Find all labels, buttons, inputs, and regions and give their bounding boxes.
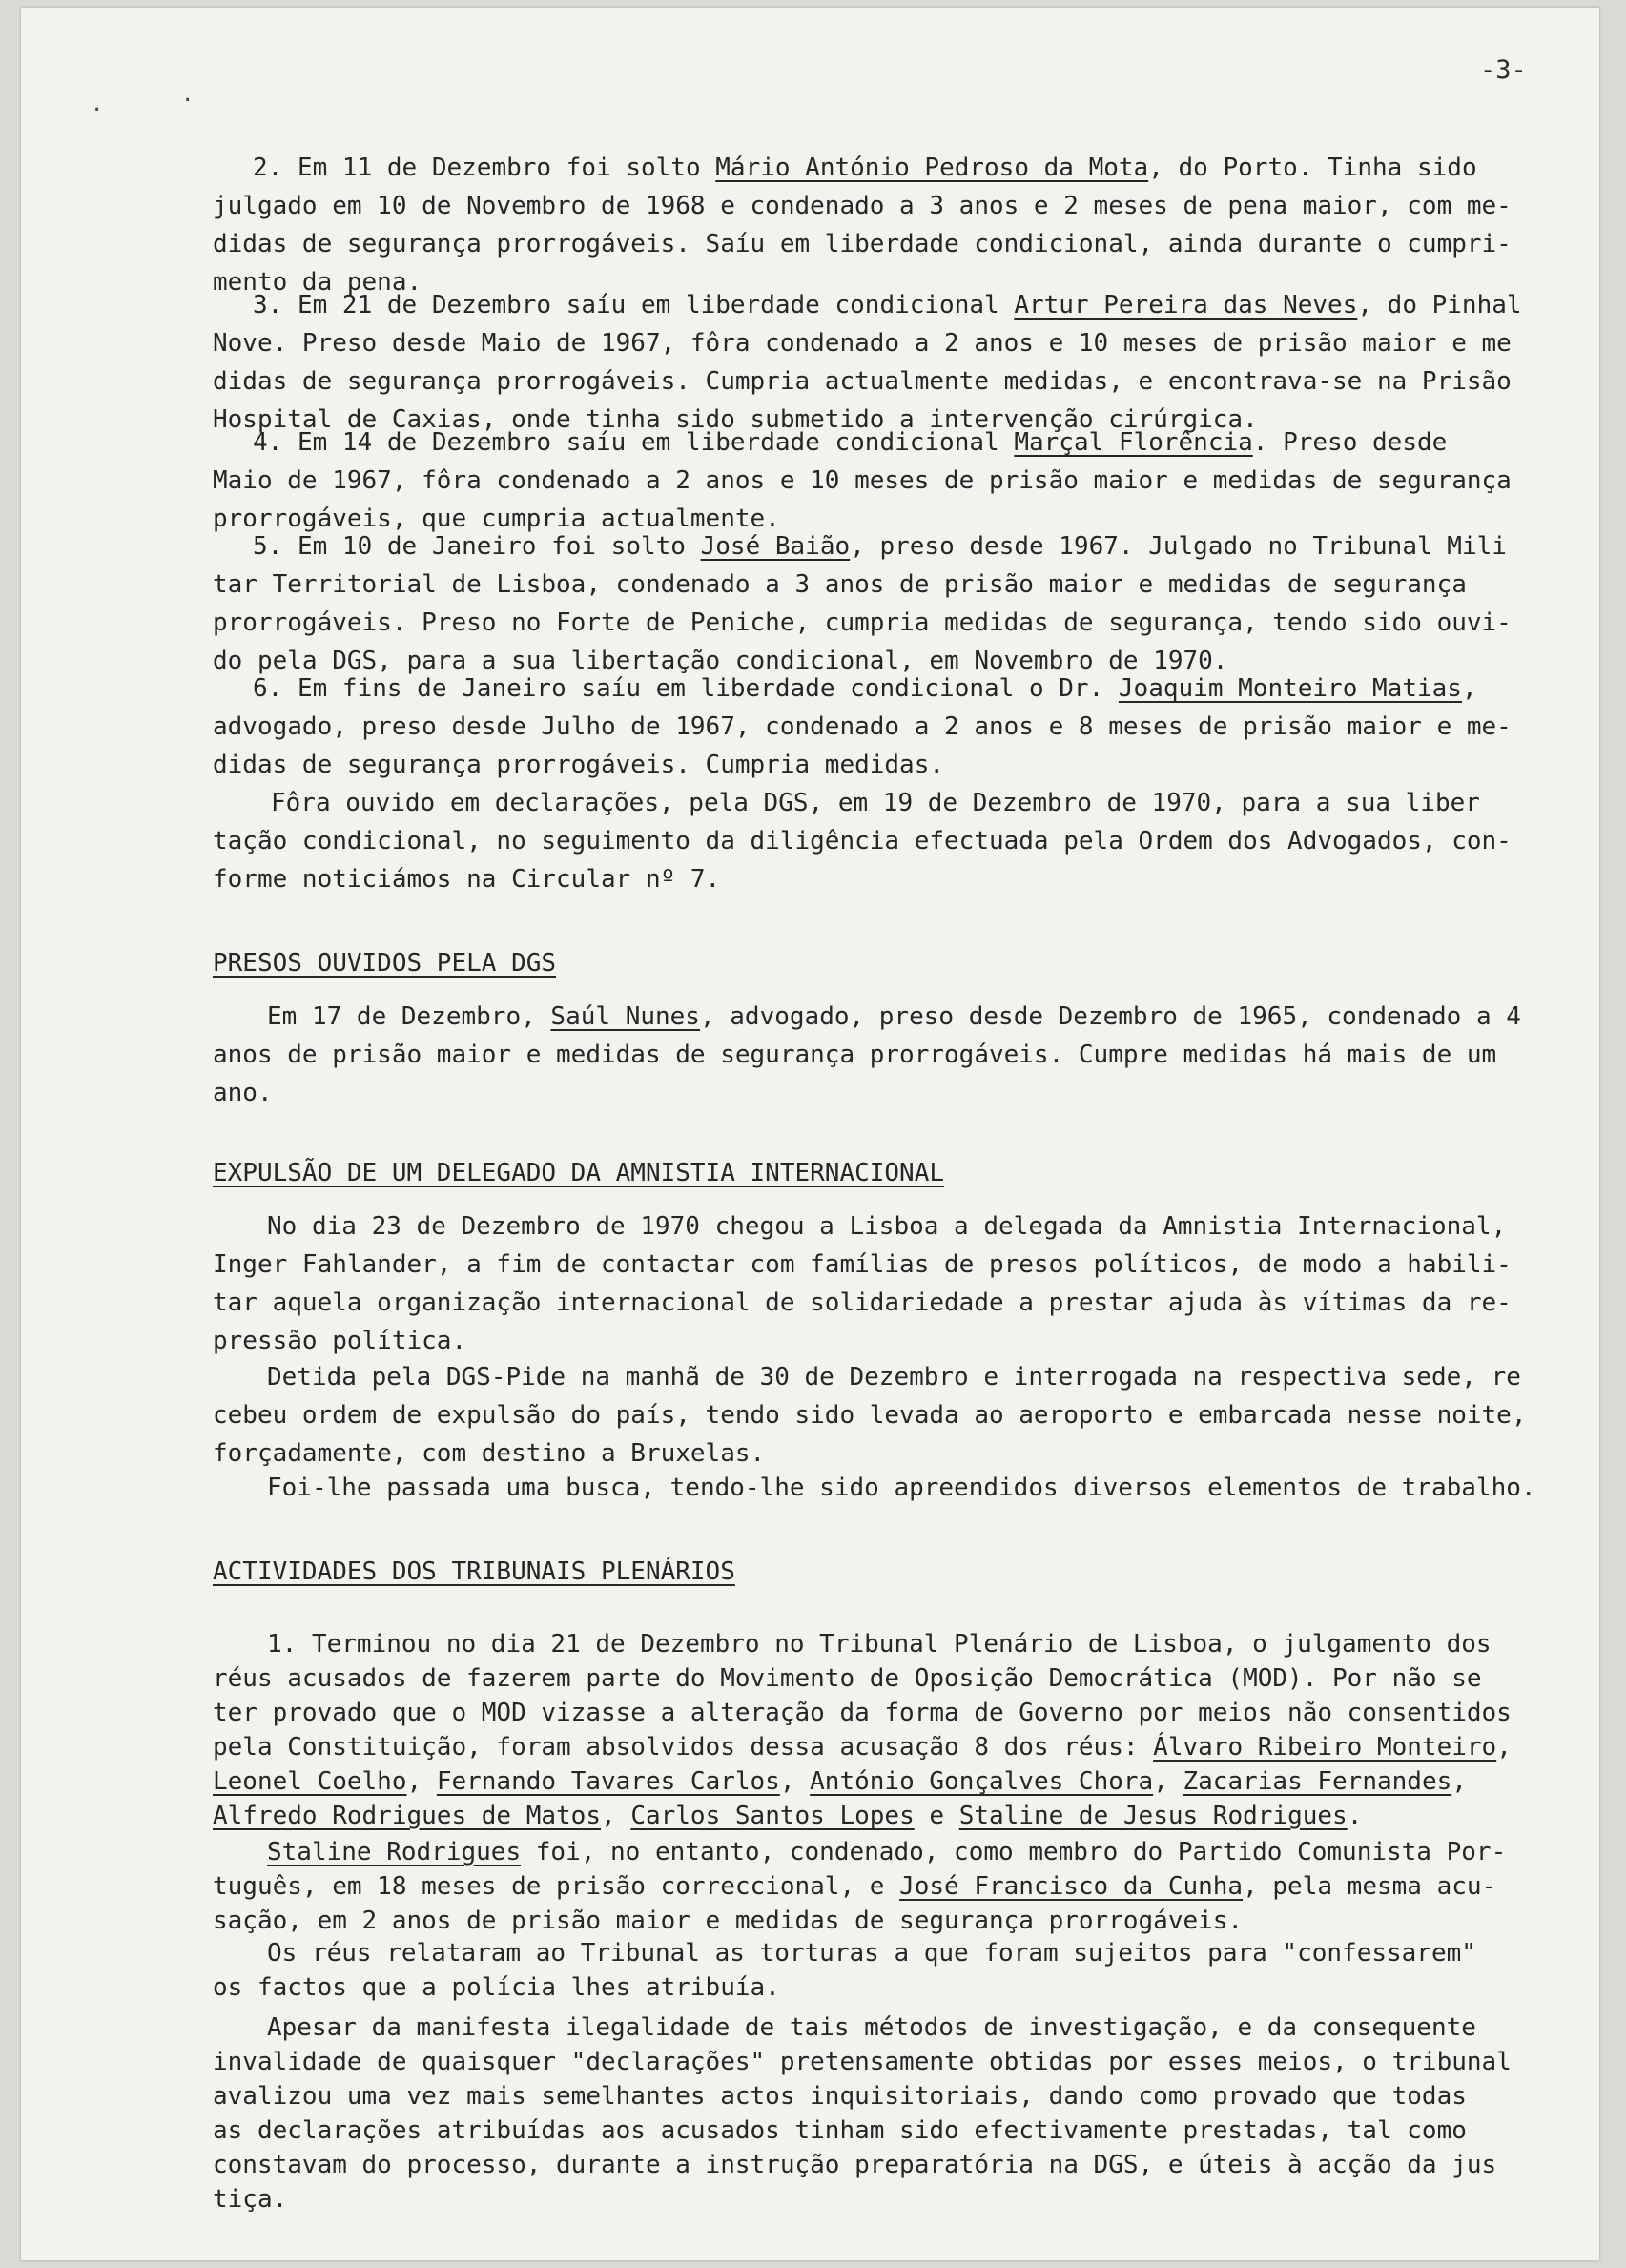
item-line bbox=[213, 604, 1512, 642]
text-run: sação, em 2 anos de prisão maior e medidas de segurança prorrogáveis. bbox=[213, 1907, 1244, 1935]
item-line bbox=[253, 670, 1477, 708]
text-run: , advogado, preso desde Dezembro de 1965, condenado a 4 bbox=[699, 1002, 1521, 1031]
text-run: . Preso desde bbox=[1252, 428, 1448, 457]
text-run: ano. bbox=[213, 1079, 273, 1107]
text-run: Nove. Preso desde Maio de 1967, fôra condenado a 2 anos e 10 meses de prisão maior e me bbox=[213, 329, 1512, 358]
text-run: réus acusados de fazerem parte do Movimento de Oposição Democrática (MOD). Por não se bbox=[213, 1664, 1482, 1693]
underlined-name: Fernando Tavares Carlos bbox=[436, 1767, 780, 1796]
text-run: No dia 23 de Dezembro de 1970 chegou a Lisboa a delegada da Amnistia Internacional, bbox=[267, 1212, 1507, 1241]
expulsao-line bbox=[267, 1358, 1521, 1396]
item-line bbox=[253, 527, 1507, 566]
underlined-name: Staline Rodrigues bbox=[267, 1838, 522, 1866]
text-run: Hospital de Caxias, onde tinha sido submetido a intervenção cirúrgica. bbox=[213, 405, 1258, 434]
underlined-name: Mário António Pedroso da Mota bbox=[715, 154, 1149, 182]
tribunais-line bbox=[267, 1833, 1506, 1871]
expulsao-line bbox=[213, 1396, 1527, 1434]
text-run: , do Porto. Tinha sido bbox=[1148, 154, 1477, 182]
text-run: 4. Em 14 de Dezembro saíu em liberdade condicional bbox=[253, 428, 1015, 457]
text-run: Foi-lhe passada uma busca, tendo-lhe sido apreendidos diversos elementos de trabalho. bbox=[267, 1474, 1536, 1502]
item-line bbox=[213, 708, 1512, 746]
tribunais-line bbox=[213, 1969, 780, 2007]
item-line bbox=[213, 566, 1467, 604]
tribunais-line bbox=[213, 1797, 1362, 1835]
text-run: prorrogáveis, que cumpria actualmente. bbox=[213, 505, 780, 533]
item-line bbox=[253, 149, 1477, 187]
item-line bbox=[213, 860, 720, 898]
text-run: 2. Em 11 de Dezembro foi solto bbox=[253, 154, 716, 182]
text-run: pela Constituição, foram absolvidos dessa acusação 8 dos réus: bbox=[213, 1733, 1154, 1762]
expulsao-line bbox=[213, 1322, 466, 1360]
text-run: mento da pena. bbox=[213, 268, 422, 297]
text-run: Inger Fahlander, a fim de contactar com famílias de presos políticos, de modo a habili- bbox=[213, 1250, 1512, 1279]
text-run: e bbox=[914, 1802, 959, 1830]
text-run: Detida pela DGS-Pide na manhã de 30 de Dezembro e interrogada na respectiva sede, re bbox=[267, 1363, 1521, 1392]
text-run: tar aquela organização internacional de solidariedade a prestar ajuda às vítimas da re- bbox=[213, 1289, 1512, 1317]
item-line bbox=[213, 225, 1512, 263]
text-run: Apesar da manifesta ilegalidade de tais métodos de investigação, e da consequente bbox=[267, 2013, 1476, 2042]
text-run: os factos que a polícia lhes atribuía. bbox=[213, 1973, 780, 2002]
text-run: didas de segurança prorrogáveis. Cumpria actualmente medidas, e encontrava-se na Prisão bbox=[213, 367, 1512, 396]
text-run: do pela DGS, para a sua libertação condicional, em Novembro de 1970. bbox=[213, 647, 1228, 675]
page-number: -3- bbox=[1480, 55, 1527, 85]
item-line bbox=[213, 462, 1512, 500]
text-run: forçadamente, com destino a Bruxelas. bbox=[213, 1439, 766, 1468]
presos-line bbox=[267, 998, 1521, 1036]
text-run: ter provado que o MOD vizasse a alteração da forma de Governo por meios não consentidos bbox=[213, 1699, 1512, 1727]
text-run: , pela mesma acu- bbox=[1243, 1872, 1497, 1901]
text-run: pressão política. bbox=[213, 1327, 467, 1355]
tribunais-line bbox=[213, 1694, 1512, 1732]
section-heading-tribunais: ACTIVIDADES DOS TRIBUNAIS PLENÁRIOS bbox=[213, 1557, 735, 1586]
tribunais-line bbox=[213, 2112, 1467, 2150]
text-run: tação condicional, no seguimento da diligência efectuada pela Ordem dos Advogados, con- bbox=[213, 827, 1512, 856]
item-line bbox=[213, 187, 1512, 225]
text-run: anos de prisão maior e medidas de segurança prorrogáveis. Cumpre medidas há mais de um bbox=[213, 1041, 1497, 1069]
document-page bbox=[21, 8, 1599, 2260]
underlined-name: António Gonçalves Chora bbox=[810, 1767, 1154, 1796]
text-run: constavam do processo, durante a instrução preparatória na DGS, e úteis à acção da jus bbox=[213, 2151, 1497, 2179]
item-line bbox=[213, 822, 1512, 860]
text-run: 1. Terminou no dia 21 de Dezembro no Tribunal Plenário de Lisboa, o julgamento dos bbox=[267, 1630, 1492, 1659]
text-run: , bbox=[779, 1767, 811, 1796]
tribunais-line bbox=[213, 1728, 1512, 1766]
item-line bbox=[253, 423, 1447, 462]
presos-line bbox=[213, 1074, 273, 1112]
item-line bbox=[213, 746, 944, 784]
underlined-name: Artur Pereira das Neves bbox=[1014, 291, 1358, 320]
text-run: , bbox=[406, 1767, 437, 1796]
text-run: , bbox=[1153, 1767, 1183, 1796]
text-run: , preso desde 1967. Julgado no Tribunal Mili bbox=[850, 532, 1507, 561]
text-run: . bbox=[1347, 1802, 1363, 1830]
text-run: Maio de 1967, fôra condenado a 2 anos e 10 meses de prisão maior e medidas de segurança bbox=[213, 466, 1512, 495]
expulsao-line bbox=[213, 1246, 1512, 1284]
tribunais-line bbox=[267, 2009, 1476, 2047]
scan-speck: · bbox=[91, 98, 104, 122]
text-run: advogado, preso desde Julho de 1967, condenado a 2 anos e 8 meses de prisão maior e me- bbox=[213, 712, 1512, 741]
text-run: as declarações atribuídas aos acusados tinham sido efectivamente prestadas, tal como bbox=[213, 2116, 1467, 2145]
scan-speck: · bbox=[181, 89, 195, 113]
tribunais-line bbox=[213, 2146, 1496, 2184]
tribunais-line bbox=[213, 2043, 1512, 2081]
expulsao-line bbox=[213, 1284, 1512, 1322]
underlined-name: Saúl Nunes bbox=[550, 1002, 700, 1031]
text-run: Em 17 de Dezembro, bbox=[267, 1002, 551, 1031]
item-line bbox=[253, 286, 1522, 324]
text-run: 3. Em 21 de Dezembro saíu em liberdade condicional bbox=[253, 291, 1015, 320]
item-line bbox=[271, 784, 1480, 822]
text-run: tuguês, em 18 meses de prisão correccional, e bbox=[213, 1872, 900, 1901]
text-run: , do Pinhal bbox=[1357, 291, 1522, 320]
tribunais-line bbox=[213, 1867, 1496, 1906]
text-run: didas de segurança prorrogáveis. Saíu em liberdade condicional, ainda durante o cumpri- bbox=[213, 230, 1512, 258]
text-run: , bbox=[601, 1802, 631, 1830]
text-run: foi, no entanto, condenado, como membro do Partido Comunista Por- bbox=[521, 1838, 1507, 1866]
text-run: tiça. bbox=[213, 2185, 288, 2214]
text-run: prorrogáveis. Preso no Forte de Peniche, cumpria medidas de segurança, tendo sido ouvi- bbox=[213, 608, 1512, 637]
presos-line bbox=[213, 1036, 1496, 1074]
text-run: avalizou uma vez mais semelhantes actos inquisitoriais, dando como provado que todas bbox=[213, 2082, 1467, 2111]
section-heading-expulsao: EXPULSÃO DE UM DELEGADO DA AMNISTIA INTERNACIONAL bbox=[213, 1159, 945, 1187]
item-line bbox=[213, 324, 1512, 362]
section-heading-presos: PRESOS OUVIDOS PELA DGS bbox=[213, 949, 557, 978]
text-run: , bbox=[1496, 1733, 1512, 1762]
underlined-name: Marçal Florência bbox=[1014, 428, 1253, 457]
tribunais-line bbox=[213, 2180, 287, 2218]
text-run: 5. Em 10 de Janeiro foi solto bbox=[253, 532, 701, 561]
text-run: invalidade de quaisquer "declarações" pretensamente obtidas por esses meios, o tribunal bbox=[213, 2048, 1512, 2076]
text-run: , bbox=[1451, 1767, 1467, 1796]
underlined-name: José Baião bbox=[700, 532, 851, 561]
text-run: Fôra ouvido em declarações, pela DGS, em 19 de Dezembro de 1970, para a sua liber bbox=[271, 789, 1480, 817]
underlined-name: Joaquim Monteiro Matias bbox=[1118, 674, 1462, 703]
text-run: 6. Em fins de Janeiro saíu em liberdade condicional o Dr. bbox=[253, 674, 1119, 703]
text-run: julgado em 10 de Novembro de 1968 e condenado a 3 anos e 2 meses de pena maior, com me- bbox=[213, 192, 1512, 220]
text-run: cebeu ordem de expulsão do país, tendo sido levada ao aeroporto e embarcada nesse noite, bbox=[213, 1401, 1527, 1430]
item-line bbox=[213, 362, 1512, 401]
tribunais-line bbox=[267, 1934, 1476, 1972]
tribunais-line bbox=[213, 1660, 1482, 1698]
underlined-name: Alfredo Rodrigues de Matos bbox=[213, 1802, 601, 1830]
underlined-name: Zacarias Fernandes bbox=[1183, 1767, 1452, 1796]
expulsao-line bbox=[213, 1434, 765, 1473]
expulsao-line bbox=[267, 1469, 1536, 1507]
underlined-name: Álvaro Ribeiro Monteiro bbox=[1153, 1733, 1497, 1762]
tribunais-line bbox=[267, 1625, 1492, 1663]
tribunais-line bbox=[213, 2077, 1467, 2115]
underlined-name: Leonel Coelho bbox=[213, 1767, 407, 1796]
text-run: forme noticiámos na Circular nº 7. bbox=[213, 865, 721, 894]
text-run: Os réus relataram ao Tribunal as torturas a que foram sujeitos para "confessarem" bbox=[267, 1939, 1476, 1968]
tribunais-line bbox=[213, 1763, 1467, 1801]
underlined-name: José Francisco da Cunha bbox=[899, 1872, 1244, 1901]
text-run: didas de segurança prorrogáveis. Cumpria medidas. bbox=[213, 751, 945, 779]
text-run: , bbox=[1461, 674, 1477, 703]
underlined-name: Carlos Santos Lopes bbox=[630, 1802, 915, 1830]
text-run: tar Territorial de Lisboa, condenado a 3 anos de prisão maior e medidas de segurança bbox=[213, 570, 1467, 599]
expulsao-line bbox=[267, 1207, 1506, 1246]
underlined-name: Staline de Jesus Rodrigues bbox=[958, 1802, 1348, 1830]
